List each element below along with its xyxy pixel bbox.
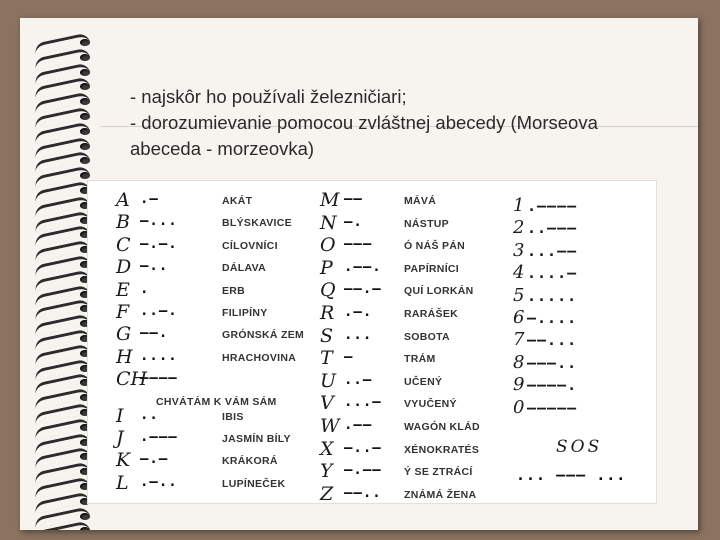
morse-row xyxy=(116,404,316,429)
morse-code: —... xyxy=(140,213,178,230)
morse-code: ——.. xyxy=(344,484,382,501)
ring-hole xyxy=(80,113,90,120)
spiral-ring xyxy=(34,524,96,530)
morse-digit-row xyxy=(513,195,577,217)
morse-mnemonic: QUÍ LORKÁN xyxy=(404,285,474,298)
morse-mnemonic: WAGÓN KLÁD xyxy=(404,421,480,433)
morse-row xyxy=(320,191,520,213)
morse-mnemonic: GRÓNSKÁ ZEM xyxy=(222,329,305,342)
morse-row xyxy=(116,325,316,347)
morse-row xyxy=(320,236,520,258)
morse-row xyxy=(116,471,316,496)
spiral-ring xyxy=(34,36,96,50)
morse-letter: F xyxy=(116,301,130,323)
morse-row xyxy=(116,345,316,370)
morse-code: —.. xyxy=(140,258,169,275)
morse-letter: I xyxy=(116,404,124,427)
morse-row xyxy=(320,437,520,462)
spiral-ring xyxy=(34,51,96,65)
morse-letter: Q xyxy=(320,279,336,302)
morse-mnemonic: Ý SE ZTRÁCÍ xyxy=(404,466,473,479)
morse-code: .— xyxy=(140,191,159,207)
ring-hole xyxy=(80,513,90,520)
morse-code: .—. xyxy=(344,304,373,320)
morse-code: ——— xyxy=(344,236,373,253)
ring-hole xyxy=(80,39,90,46)
morse-code: — xyxy=(344,349,354,366)
morse-digit-row xyxy=(513,217,577,239)
morse-row xyxy=(320,482,520,507)
morse-digit: 8 xyxy=(513,351,525,373)
ring-hole xyxy=(80,128,90,135)
morse-letter: S xyxy=(320,324,334,347)
morse-mnemonic: ERB xyxy=(222,284,246,297)
morse-digit-code: ..——— xyxy=(527,219,578,238)
morse-letter: A xyxy=(116,189,130,211)
morse-code: ..— xyxy=(344,371,373,388)
morse-letter: R xyxy=(320,302,335,324)
morse-letter: K xyxy=(116,449,131,472)
morse-digit-code: ————. xyxy=(527,376,578,395)
ring-hole xyxy=(80,157,90,164)
ring-hole xyxy=(80,527,90,530)
morse-letter: C xyxy=(116,233,131,256)
morse-letter: V xyxy=(320,392,334,415)
morse-mnemonic: DÁLAVA xyxy=(222,262,266,275)
morse-digit: 5 xyxy=(513,284,525,306)
morse-digit: 2 xyxy=(513,217,525,239)
morse-letter: O xyxy=(320,234,336,257)
text-line-1: - najskôr ho používali železničiari; xyxy=(130,86,407,107)
morse-mnemonic: KRÁKORÁ xyxy=(222,455,278,468)
morse-row xyxy=(320,417,520,439)
morse-code: ———— xyxy=(140,370,178,387)
spiral-ring xyxy=(34,154,96,168)
morse-code: . xyxy=(140,280,150,297)
morse-digit-row xyxy=(513,285,577,307)
morse-mnemonic: UČENÝ xyxy=(404,375,443,388)
morse-mnemonic: PAPÍRNÍCI xyxy=(404,262,460,275)
spiral-ring xyxy=(34,125,96,139)
morse-row xyxy=(116,233,316,258)
morse-mnemonic: MÁVÁ xyxy=(404,195,437,207)
morse-code: .... xyxy=(140,347,178,364)
morse-row xyxy=(320,281,520,303)
morse-mnemonic: AKÁT xyxy=(222,195,253,207)
morse-mnemonic: RARÁŠEK xyxy=(404,308,459,320)
morse-digit-code: ....— xyxy=(527,264,578,283)
morse-digit-row xyxy=(513,374,577,396)
morse-row xyxy=(320,256,520,281)
morse-code: ——. xyxy=(140,325,169,342)
intro-text xyxy=(130,84,698,162)
morse-letter: Y xyxy=(320,460,333,483)
morse-code: ——.— xyxy=(344,281,382,298)
morse-digit-row xyxy=(513,352,577,374)
morse-row xyxy=(320,462,520,484)
morse-row xyxy=(116,258,316,280)
morse-code: ... xyxy=(344,326,373,343)
morse-code: —..— xyxy=(344,439,382,456)
morse-code: .. xyxy=(140,406,159,423)
text-line-2: - dorozumievanie pomocou zvláštnej abecedy (Morseova xyxy=(130,112,598,133)
ring-hole xyxy=(80,83,90,90)
morse-mnemonic: CHVÁTÁM K VÁM SÁM xyxy=(156,396,277,409)
ring-hole xyxy=(80,54,90,61)
ring-hole xyxy=(80,98,90,105)
morse-mnemonic: CÍLOVNÍCI xyxy=(222,239,278,252)
morse-letter: U xyxy=(320,369,337,392)
morse-digit: 1 xyxy=(513,195,525,216)
morse-digit: 9 xyxy=(513,374,525,396)
morse-row xyxy=(320,349,520,371)
morse-code: —.— xyxy=(140,451,169,468)
morse-digit-row xyxy=(513,329,577,351)
morse-row xyxy=(320,211,520,236)
text-line-3: abeceda - morzeovka) xyxy=(130,138,315,159)
morse-letter: H xyxy=(116,345,133,368)
morse-letter: D xyxy=(116,256,132,279)
morse-mnemonic: VYUČENÝ xyxy=(404,398,457,411)
spiral-ring xyxy=(34,510,96,524)
morse-row xyxy=(116,303,316,325)
morse-row xyxy=(320,369,520,394)
morse-digit-code: ———.. xyxy=(527,353,578,372)
morse-letter: E xyxy=(116,278,130,301)
morse-code: —.—— xyxy=(344,462,382,479)
morse-letter: T xyxy=(320,347,333,370)
morse-digit-code: —.... xyxy=(527,309,578,327)
morse-row xyxy=(116,278,316,303)
morse-row xyxy=(116,368,316,409)
sos-code: ... ——— ... xyxy=(516,466,627,484)
morse-row xyxy=(320,394,520,416)
morse-digit: 0 xyxy=(513,396,525,418)
morse-code: ..—. xyxy=(140,303,178,319)
morse-digit-code: ...—— xyxy=(527,241,578,260)
morse-mnemonic: LUPÍNEČEK xyxy=(222,477,286,490)
morse-row xyxy=(116,429,316,451)
morse-mnemonic: Ó NÁŠ PÁN xyxy=(404,240,466,253)
morse-letter: P xyxy=(320,256,333,279)
morse-row xyxy=(320,304,520,326)
ring-hole xyxy=(80,69,90,76)
morse-row xyxy=(116,213,316,235)
morse-digit-row xyxy=(513,307,577,329)
morse-letter: X xyxy=(320,437,334,460)
morse-digit: 7 xyxy=(513,329,525,351)
morse-code: —.—. xyxy=(140,235,178,252)
morse-code: —— xyxy=(344,191,363,207)
spiral-ring xyxy=(34,110,96,124)
morse-digit-row xyxy=(513,240,577,262)
ring-hole xyxy=(80,172,90,179)
morse-code: ...— xyxy=(344,394,382,411)
morse-letter: J xyxy=(116,427,124,449)
morse-mnemonic: HRACHOVINA xyxy=(222,351,297,364)
morse-digit: 6 xyxy=(513,307,525,328)
spiral-ring xyxy=(34,80,96,94)
morse-mnemonic: XÉNOKRATÉS xyxy=(404,443,480,456)
morse-digit-row xyxy=(513,262,577,284)
morse-letter: N xyxy=(320,211,337,234)
morse-letter: B xyxy=(116,211,130,234)
morse-digit-code: .———— xyxy=(527,197,578,215)
morse-mnemonic: SOBOTA xyxy=(404,330,450,343)
morse-mnemonic: TRÁM xyxy=(404,353,436,366)
spiral-ring xyxy=(34,95,96,109)
morse-mnemonic: ZNÁMÁ ŽENA xyxy=(404,488,477,501)
morse-code: .——. xyxy=(344,258,382,275)
morse-mnemonic: NÁSTUP xyxy=(404,217,449,230)
morse-code: —. xyxy=(344,213,363,230)
morse-letter: CH xyxy=(116,368,148,391)
morse-digit-code: ——... xyxy=(527,331,578,350)
morse-row xyxy=(320,324,520,349)
morse-row xyxy=(116,191,316,213)
morse-letter: L xyxy=(116,471,129,494)
morse-letter: G xyxy=(116,323,132,346)
morse-row xyxy=(116,451,316,473)
morse-letter: M xyxy=(320,189,340,211)
morse-code-table xyxy=(87,180,657,504)
morse-mnemonic: FILIPÍNY xyxy=(222,307,268,319)
morse-digit-code: ————— xyxy=(527,398,578,417)
morse-letter: Z xyxy=(320,482,334,505)
morse-mnemonic: BLÝSKAVICE xyxy=(222,217,292,230)
morse-digit-row xyxy=(513,397,577,419)
morse-code: .——— xyxy=(140,429,178,445)
morse-mnemonic: JASMÍN BÍLY xyxy=(222,433,291,445)
sos-title: SOS xyxy=(556,437,603,457)
morse-digit: 3 xyxy=(513,239,525,261)
spiral-ring xyxy=(34,140,96,154)
spiral-ring xyxy=(34,66,96,80)
morse-digit: 4 xyxy=(513,262,525,284)
morse-mnemonic: IBIS xyxy=(222,410,244,423)
morse-digit-code: ..... xyxy=(527,286,578,305)
morse-letter: W xyxy=(320,415,340,437)
morse-code: .—.. xyxy=(140,473,178,490)
ring-hole xyxy=(80,143,90,150)
morse-code: .—— xyxy=(344,417,373,433)
